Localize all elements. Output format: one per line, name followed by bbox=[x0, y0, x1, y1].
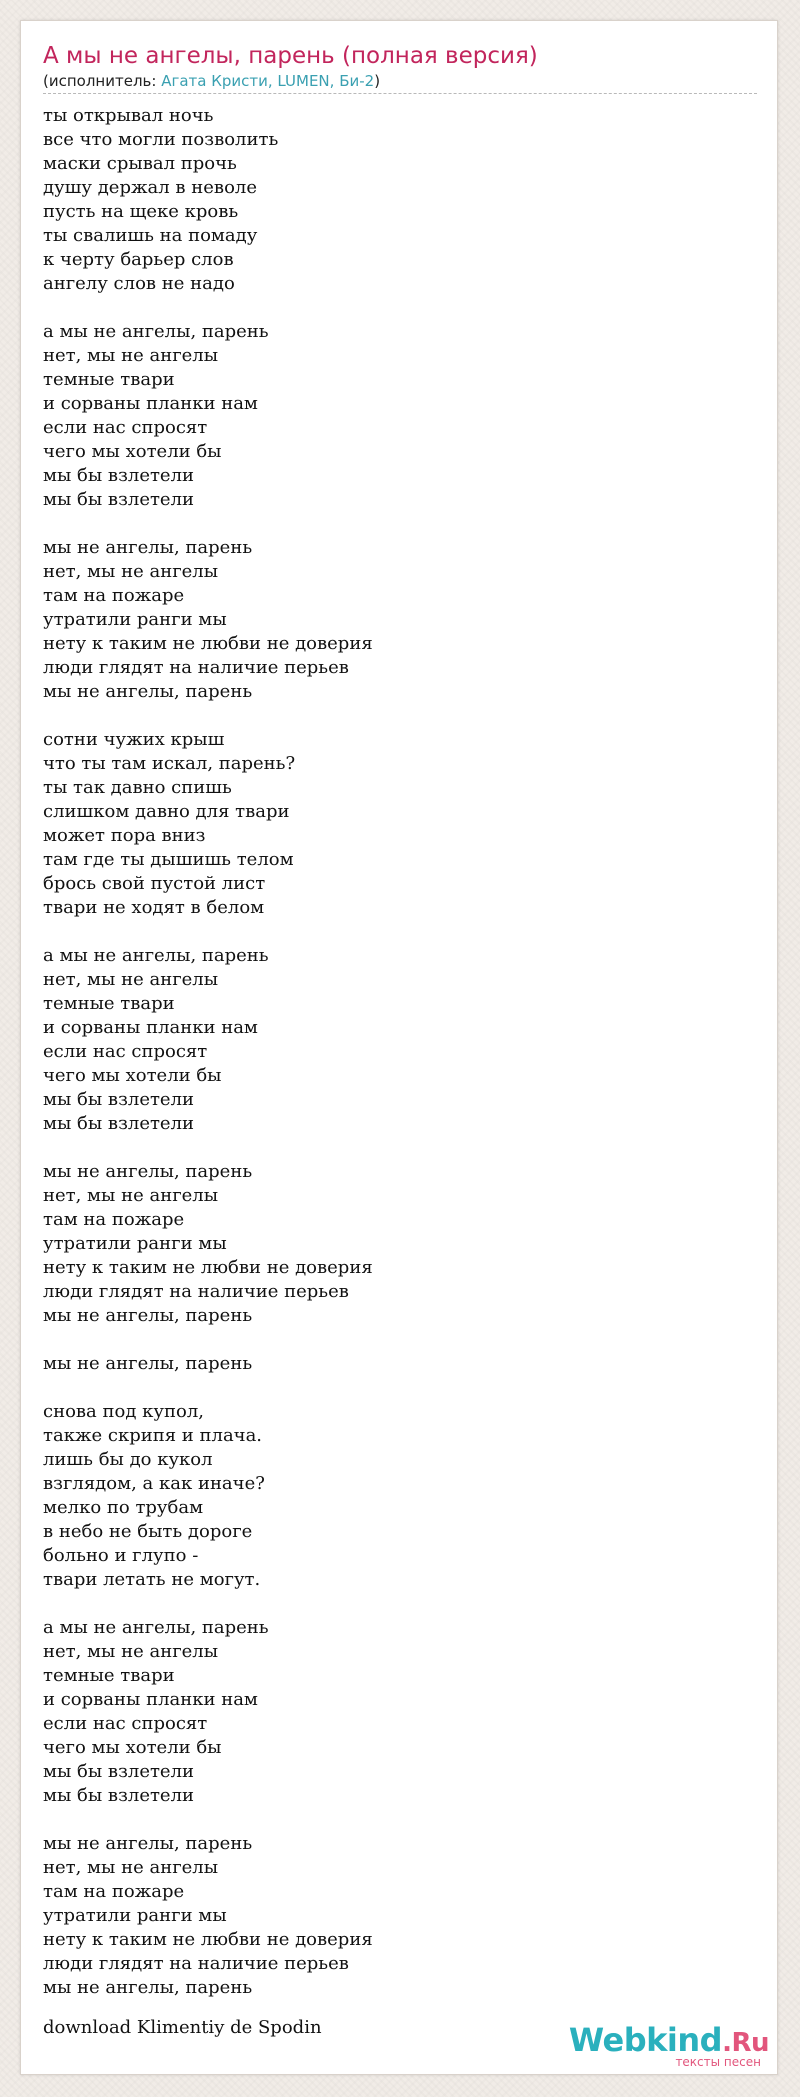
lyric-line: мы бы взлетели bbox=[43, 489, 195, 510]
lyric-line: мы не ангелы, парень bbox=[43, 1161, 253, 1182]
performer-label: (исполнитель: bbox=[43, 72, 162, 90]
lyric-line: ангелу слов не надо bbox=[43, 273, 235, 294]
lyric-line: мы не ангелы, парень bbox=[43, 1833, 253, 1854]
lyric-line: чего мы хотели бы bbox=[43, 1737, 222, 1758]
lyric-line: люди глядят на наличие перьев bbox=[43, 1953, 349, 1974]
lyric-line: если нас спросят bbox=[43, 417, 208, 438]
lyric-line: твари не ходят в белом bbox=[43, 897, 265, 918]
lyric-line: к черту барьер слов bbox=[43, 249, 234, 270]
logo-tld: .Ru bbox=[722, 2028, 769, 2058]
lyric-line: нет, мы не ангелы bbox=[43, 969, 219, 990]
lyrics-stanza bbox=[43, 536, 757, 704]
logo-name: Webkind bbox=[568, 2021, 723, 2059]
artists-link[interactable]: Агата Кристи, LUMEN, Би-2 bbox=[161, 72, 375, 90]
lyric-line: что ты там искал, парень? bbox=[43, 753, 296, 774]
lyric-line: нет, мы не ангелы bbox=[43, 561, 219, 582]
lyric-line: мы не ангелы, парень bbox=[43, 1353, 253, 1374]
lyric-line: темные твари bbox=[43, 369, 175, 390]
lyric-line: нет, мы не ангелы bbox=[43, 1857, 219, 1878]
lyric-line: и сорваны планки нам bbox=[43, 1017, 258, 1038]
lyric-line: темные твари bbox=[43, 1665, 175, 1686]
lyric-line: темные твари bbox=[43, 993, 175, 1014]
song-title: А мы не ангелы, парень (полная версия) bbox=[43, 43, 538, 69]
lyric-line: утратили ранги мы bbox=[43, 1905, 227, 1926]
lyric-line: мы не ангелы, парень bbox=[43, 1977, 253, 1998]
lyric-line: нет, мы не ангелы bbox=[43, 345, 219, 366]
lyric-line: ты так давно спишь bbox=[43, 777, 232, 798]
lyrics-stanza bbox=[43, 1400, 757, 1592]
lyric-line: нет, мы не ангелы bbox=[43, 1641, 219, 1662]
lyrics-stanza bbox=[43, 728, 757, 920]
lyric-line: нету к таким не любви не доверия bbox=[43, 633, 373, 654]
lyric-line: ты открывал ночь bbox=[43, 105, 214, 126]
lyrics-stanza bbox=[43, 1616, 757, 1808]
lyric-line: твари летать не могут. bbox=[43, 1569, 261, 1590]
lyric-line: мы не ангелы, парень bbox=[43, 681, 253, 702]
lyric-line: нету к таким не любви не доверия bbox=[43, 1257, 373, 1278]
lyric-line: если нас спросят bbox=[43, 1041, 208, 1062]
lyrics-stanza bbox=[43, 1160, 757, 1328]
lyric-line: в небо не быть дороге bbox=[43, 1521, 253, 1542]
lyric-line: нет, мы не ангелы bbox=[43, 1185, 219, 1206]
lyrics-stanza bbox=[43, 320, 757, 512]
lyric-line: мы бы взлетели bbox=[43, 1113, 195, 1134]
lyric-line: мы не ангелы, парень bbox=[43, 1305, 253, 1326]
lyric-line: и сорваны планки нам bbox=[43, 393, 258, 414]
lyric-line: чего мы хотели бы bbox=[43, 1065, 222, 1086]
logo-tagline: тексты песен bbox=[675, 2055, 761, 2069]
lyric-line: мелко по трубам bbox=[43, 1497, 204, 1518]
lyric-line: брось свой пустой лист bbox=[43, 873, 266, 894]
lyric-line: там на пожаре bbox=[43, 585, 185, 606]
lyric-line: может пора вниз bbox=[43, 825, 206, 846]
lyric-line: чего мы хотели бы bbox=[43, 441, 222, 462]
lyric-line: маски срывал прочь bbox=[43, 153, 237, 174]
lyric-line: нету к таким не любви не доверия bbox=[43, 1929, 373, 1950]
lyrics-body bbox=[43, 104, 757, 2024]
lyric-line: взглядом, а как иначе? bbox=[43, 1473, 265, 1494]
lyric-line: люди глядят на наличие перьев bbox=[43, 657, 349, 678]
lyric-line: а мы не ангелы, парень bbox=[43, 321, 269, 342]
lyrics-stanza bbox=[43, 944, 757, 1136]
lyric-line: а мы не ангелы, парень bbox=[43, 1617, 269, 1638]
song-header bbox=[43, 41, 757, 94]
lyric-line: мы бы взлетели bbox=[43, 1761, 195, 1782]
lyric-line: мы бы взлетели bbox=[43, 465, 195, 486]
lyric-line: слишком давно для твари bbox=[43, 801, 290, 822]
performer-line bbox=[43, 71, 757, 94]
lyric-line: также скрипя и плача. bbox=[43, 1425, 263, 1446]
lyric-line: и сорваны планки нам bbox=[43, 1689, 258, 1710]
lyric-line: лишь бы до кукол bbox=[43, 1449, 213, 1470]
download-credit: download Klimentiy de Spodin bbox=[43, 2017, 322, 2038]
lyric-line: там где ты дышишь телом bbox=[43, 849, 294, 870]
lyrics-stanza bbox=[43, 1832, 757, 2000]
lyric-line: снова под купол, bbox=[43, 1401, 204, 1422]
lyric-line: там на пожаре bbox=[43, 1881, 185, 1902]
lyric-line: если нас спросят bbox=[43, 1713, 208, 1734]
lyrics-stanza bbox=[43, 1352, 757, 1376]
lyric-line: сотни чужих крыш bbox=[43, 729, 225, 750]
performer-close: ) bbox=[374, 72, 381, 90]
lyric-line: ты свалишь на помаду bbox=[43, 225, 258, 246]
content-card bbox=[20, 20, 778, 2075]
lyric-line: мы бы взлетели bbox=[43, 1089, 195, 1110]
lyric-line: пусть на щеке кровь bbox=[43, 201, 239, 222]
lyric-line: больно и глупо - bbox=[43, 1545, 199, 1566]
lyric-line: все что могли позволить bbox=[43, 129, 279, 150]
lyrics-stanza bbox=[43, 104, 757, 296]
lyric-line: утратили ранги мы bbox=[43, 609, 227, 630]
lyric-line: люди глядят на наличие перьев bbox=[43, 1281, 349, 1302]
lyric-line: мы бы взлетели bbox=[43, 1785, 195, 1806]
lyric-line: там на пожаре bbox=[43, 1209, 185, 1230]
site-logo[interactable] bbox=[569, 2023, 769, 2068]
lyric-line: душу держал в неволе bbox=[43, 177, 257, 198]
lyric-line: мы не ангелы, парень bbox=[43, 537, 253, 558]
lyric-line: а мы не ангелы, парень bbox=[43, 945, 269, 966]
lyric-line: утратили ранги мы bbox=[43, 1233, 227, 1254]
